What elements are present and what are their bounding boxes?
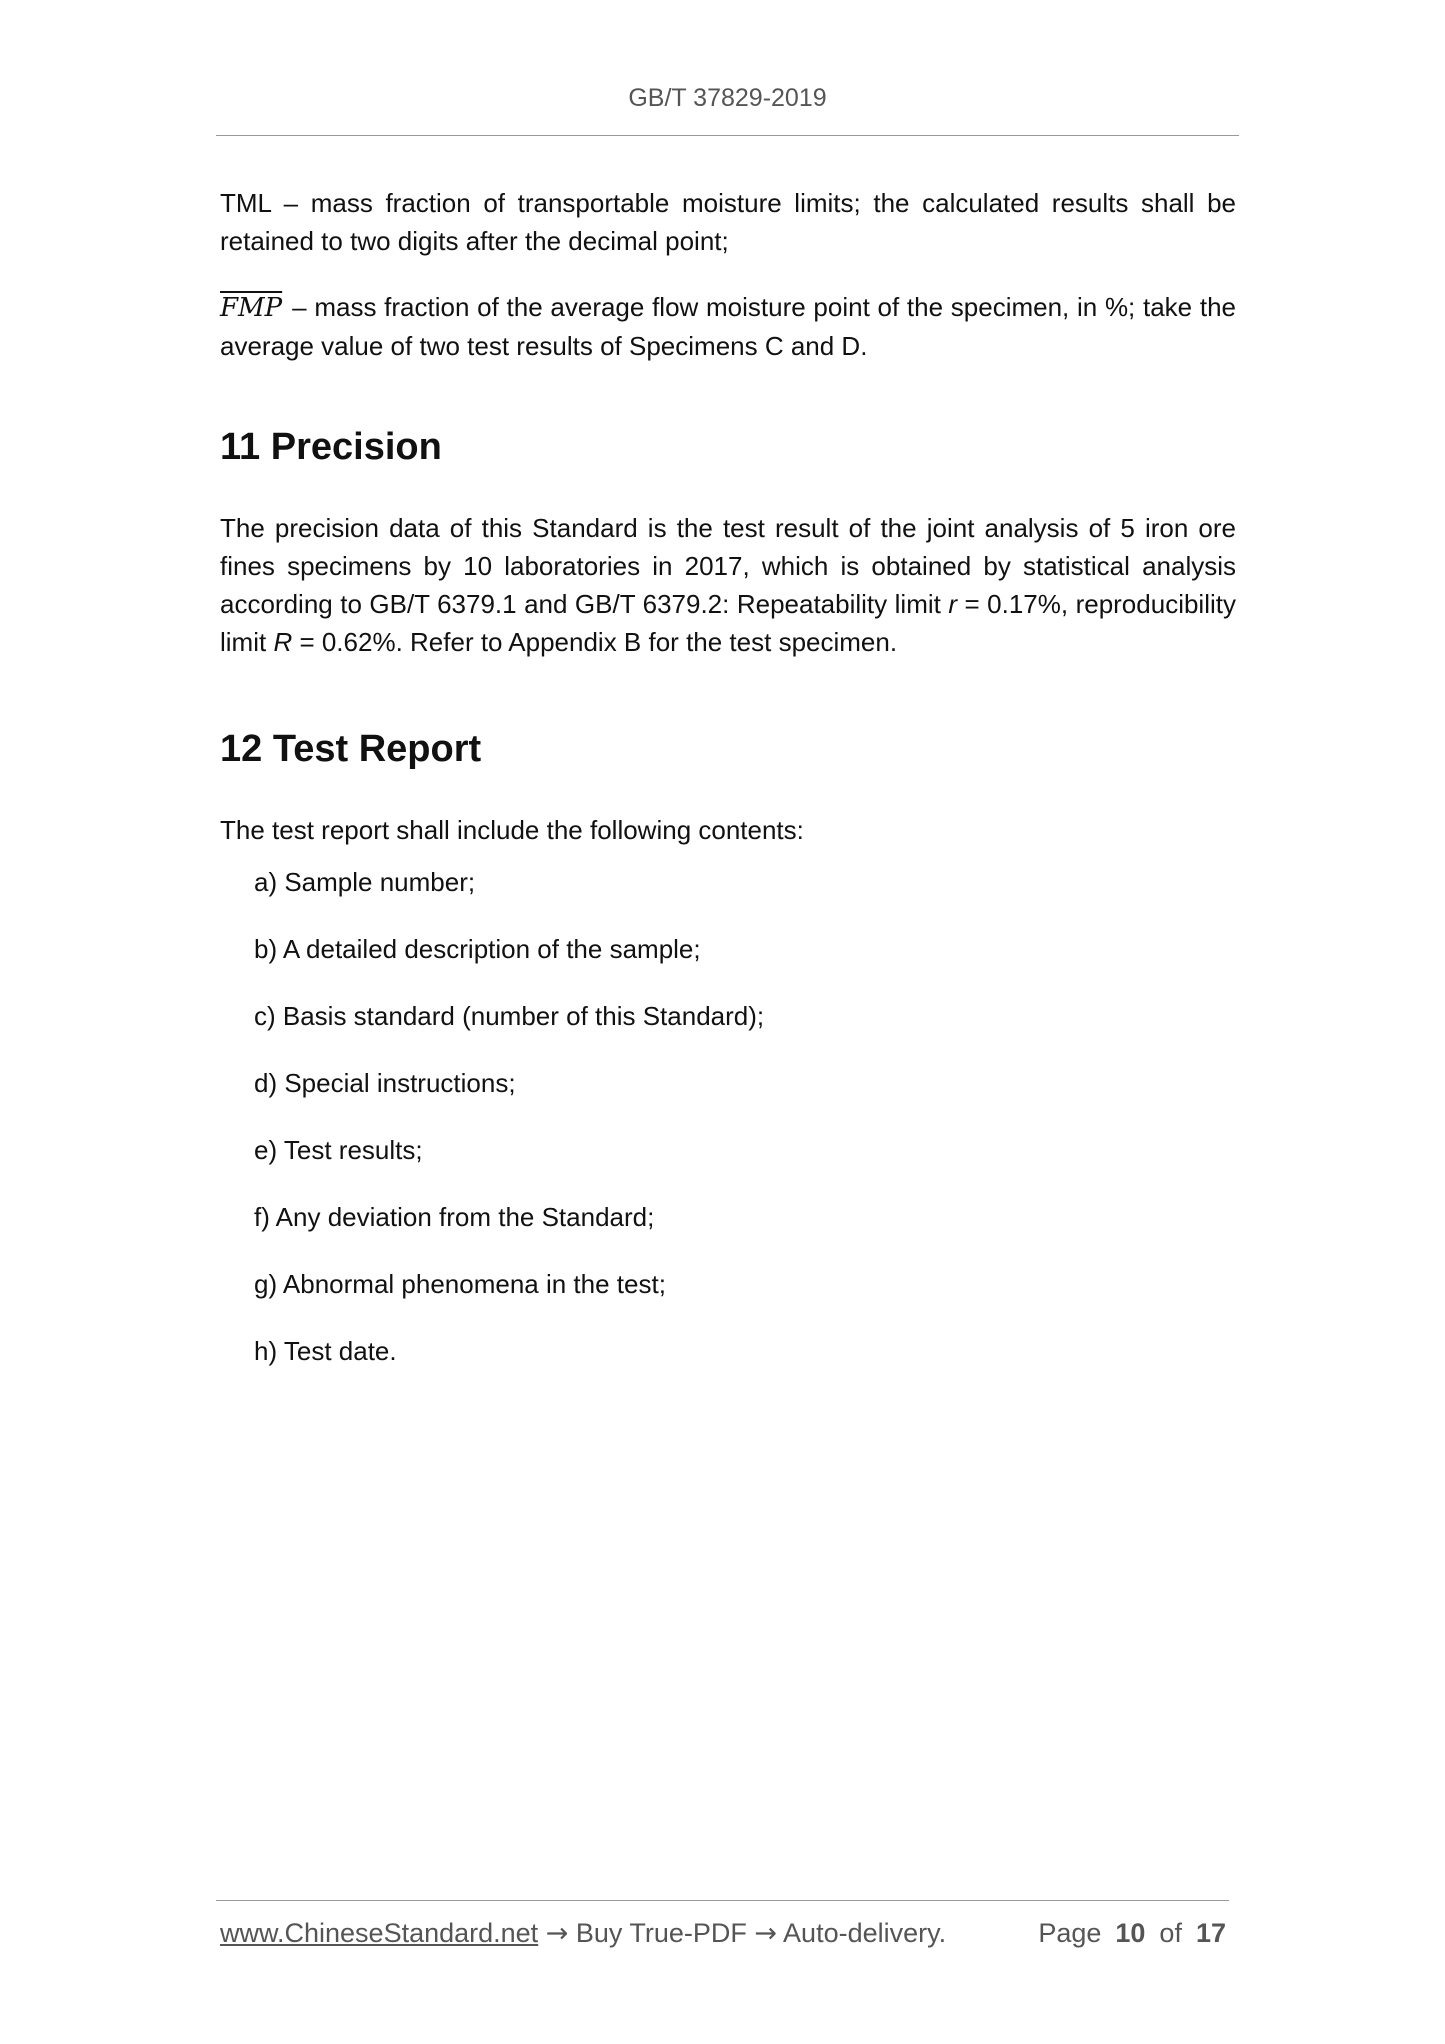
page-footer (220, 1918, 1230, 1949)
list-item: d) Special instructions; (254, 1068, 516, 1098)
list-item: h) Test date. (254, 1336, 397, 1366)
site-link[interactable]: www.ChineseStandard.net (220, 1918, 539, 1948)
list-item: g) Abnormal phenomena in the test; (254, 1269, 666, 1299)
auto-delivery-text: Auto-delivery. (783, 1918, 947, 1948)
arrow-right-icon: → (754, 1918, 778, 1949)
fmp-symbol: $\overline{FMP}$ (220, 293, 283, 323)
tml-definition: TML – mass fraction of transportable moisture limits; the calculated results shall be retained to two digits after the decimal point; (220, 188, 1236, 256)
fmp-definition (220, 288, 1236, 365)
page-body (220, 180, 1236, 1370)
section-heading-test-report: 12 Test Report (220, 728, 482, 770)
footer-divider (216, 1900, 1229, 1901)
buy-true-pdf-text: Buy True-PDF (575, 1918, 747, 1948)
test-report-list (220, 863, 1236, 1370)
precision-text-1: The precision data of this Standard is the test result of the joint analysis of 5 iron ore fines specimens by 10 laboratories in 2017, which is obtained by statistical analysis according to GB/T 6379.1 and GB/T 6379.2: Repeatability limit (220, 513, 1236, 619)
fmp-definition-text: – mass fraction of the average flow moisture point of the specimen, in %; take the average value of two test results of Specimens C and D. (220, 292, 1236, 361)
repeatability-symbol: r (948, 589, 957, 619)
list-item: a) Sample number; (254, 867, 476, 897)
list-item: e) Test results; (254, 1135, 423, 1165)
list-item: f) Any deviation from the Standard; (254, 1202, 655, 1232)
precision-text-3: = 0.62%. Refer to Appendix B for the test specimen. (292, 627, 898, 657)
page-label: Page (1038, 1918, 1102, 1948)
precision-paragraph (220, 509, 1236, 661)
precision-text-2: = 0.17%, reproducibility limit (220, 589, 1236, 657)
reproducibility-symbol: R (273, 627, 293, 657)
page-number (1038, 1918, 1226, 1949)
section-heading-precision: 11 Precision (220, 426, 442, 468)
list-item: b) A detailed description of the sample; (254, 934, 701, 964)
total-pages: 17 (1195, 1918, 1226, 1948)
current-page: 10 (1115, 1918, 1146, 1948)
test-report-intro: The test report shall include the following contents: (220, 815, 804, 845)
header-divider (216, 135, 1239, 136)
page-header: GB/T 37829-2019 (628, 84, 827, 112)
list-item: c) Basis standard (number of this Standard); (254, 1001, 765, 1031)
of-label: of (1159, 1918, 1182, 1948)
arrow-right-icon: → (545, 1918, 569, 1949)
